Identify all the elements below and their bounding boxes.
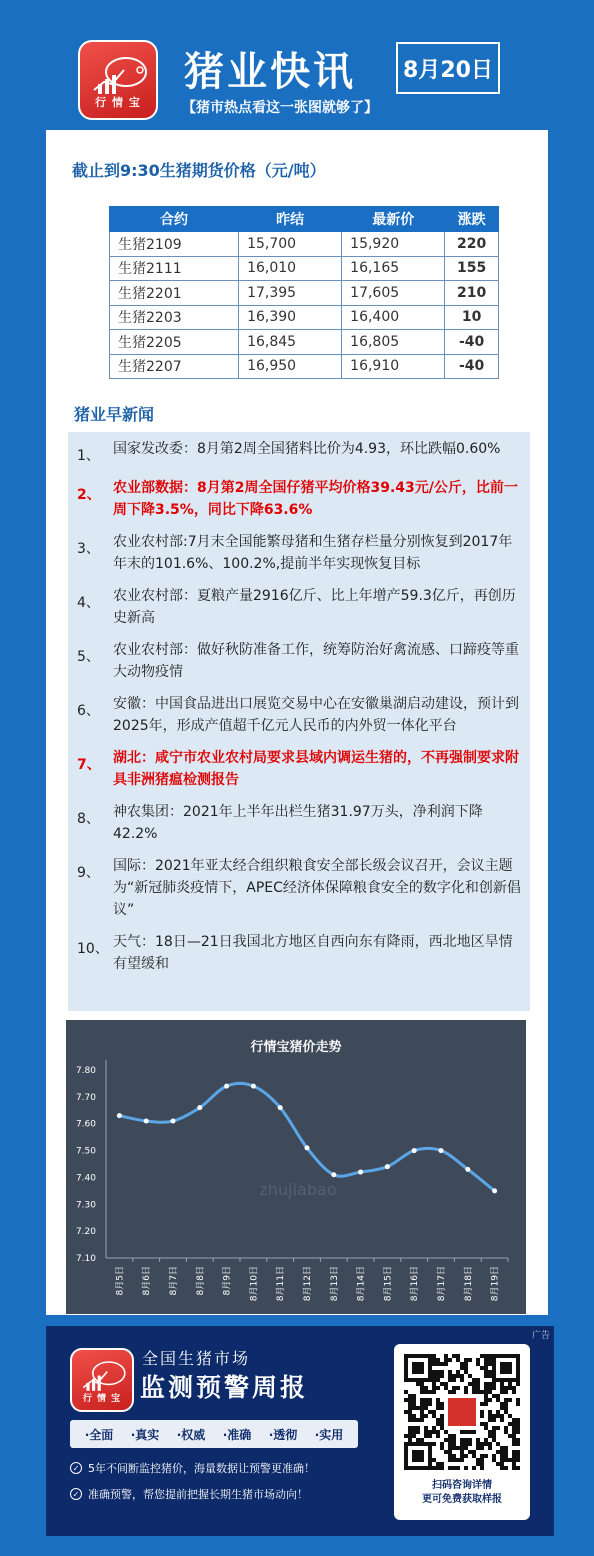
change-cell: 10	[445, 305, 499, 330]
table-row	[110, 305, 499, 330]
prev-settle-cell: 15,700	[239, 232, 342, 257]
table-row	[110, 330, 499, 355]
chart-watermark: zhujiabao	[259, 1180, 337, 1199]
price-point	[197, 1105, 202, 1110]
change-cell: -40	[445, 354, 499, 379]
price-point	[465, 1167, 470, 1172]
ad-feature-tag: ·真实	[130, 1427, 160, 1442]
prev-settle-cell: 16,950	[239, 354, 342, 379]
ad-tag: 广告	[531, 1331, 550, 1341]
contract-cell: 生猪2111	[110, 256, 239, 281]
column-header: 最新价	[342, 207, 445, 232]
price-point	[412, 1148, 417, 1153]
price-point	[358, 1170, 363, 1175]
x-tick-label: 8月17日	[437, 1266, 447, 1302]
latest-price-cell: 15,920	[342, 232, 445, 257]
qr-caption-1: 扫码咨询详情	[432, 1480, 492, 1491]
news-item	[68, 585, 530, 629]
y-tick-label: 7.80	[75, 1066, 96, 1076]
news-text: 国家发改委：8月第2周全国猪料比价为4.93，环比跌幅0.60%	[113, 441, 501, 457]
y-tick-label: 7.50	[75, 1146, 96, 1157]
contract-cell: 生猪2201	[110, 281, 239, 306]
x-tick-label: 8月13日	[329, 1266, 340, 1302]
x-tick-label: 8月6日	[142, 1266, 153, 1296]
table-header-row	[110, 207, 499, 232]
news-text: 农业部数据：8月第2周全国仔猪平均价格39.43元/公斤，比前一周下降3.5%，同比下降63.6%	[113, 480, 518, 518]
price-point	[251, 1084, 256, 1089]
ad-line-text: 准确预警，帮您提前把握长期生猪市场动向！	[88, 1488, 308, 1501]
change-cell: 155	[445, 256, 499, 281]
x-tick-label: 8月19日	[490, 1266, 501, 1302]
news-number: 10、	[77, 941, 109, 957]
news-item	[68, 438, 530, 467]
price-point	[331, 1172, 336, 1177]
table-row	[110, 354, 499, 379]
x-tick-label: 8月9日	[222, 1266, 233, 1296]
check-icon: ✓	[70, 1488, 82, 1500]
latest-price-cell: 16,805	[342, 330, 445, 355]
prev-settle-cell: 17,395	[239, 281, 342, 306]
ad-feature-tag: ·全面	[84, 1427, 114, 1442]
ad-feature-tag: ·权威	[176, 1427, 206, 1442]
price-line	[119, 1083, 494, 1190]
x-tick-label: 8月7日	[169, 1266, 179, 1296]
contract-cell: 生猪2207	[110, 354, 239, 379]
news-item	[68, 747, 530, 791]
news-item	[68, 693, 530, 737]
prev-settle-cell: 16,845	[239, 330, 342, 355]
news-number: 3、	[77, 541, 100, 557]
column-header: 合约	[110, 207, 239, 232]
price-point	[492, 1188, 497, 1193]
ad-title-1: 全国生猪市场	[142, 1349, 251, 1368]
ad-title-2: 监测预警周报	[140, 1373, 309, 1402]
latest-price-cell: 17,605	[342, 281, 445, 306]
header	[0, 0, 594, 130]
qr-caption-2: 更可免费获取样报	[422, 1494, 502, 1505]
news-number: 8、	[77, 811, 100, 827]
contract-cell: 生猪2205	[110, 330, 239, 355]
prev-settle-cell: 16,010	[239, 256, 342, 281]
qr-card[interactable]	[394, 1344, 530, 1520]
column-header: 涨跌	[445, 207, 499, 232]
news-text: 安徽：中国食品进出口展览交易中心在安徽巢湖启动建设，预计到2025年，形成产值超千亿元人民币的内外贸一体化平台	[113, 696, 519, 734]
change-cell: -40	[445, 330, 499, 355]
news-number: 6、	[77, 703, 100, 719]
price-point	[385, 1164, 390, 1169]
news-text: 农业农村部：夏粮产量2916亿斤、比上年增产59.3亿斤，再创历史新高	[113, 588, 516, 626]
ad-line-1	[70, 1460, 315, 1476]
prev-settle-cell: 16,390	[239, 305, 342, 330]
ad-feature-tags	[70, 1420, 358, 1448]
price-point	[439, 1148, 444, 1153]
news-item	[68, 801, 530, 845]
y-tick-label: 7.30	[75, 1200, 96, 1211]
app-logo[interactable]	[78, 40, 158, 120]
contract-cell: 生猪2109	[110, 232, 239, 257]
news-number: 2、	[77, 487, 101, 503]
news-text: 神农集团：2021年上半年出栏生猪31.97万头，净利润下降42.2%	[113, 804, 483, 842]
news-text: 农业农村部：做好秋防准备工作，统筹防治好禽流感、口蹄疫等重大动物疫情	[113, 642, 519, 680]
news-item	[68, 855, 530, 921]
news-number: 4、	[77, 595, 100, 611]
ad-feature-tag: ·准确	[222, 1427, 252, 1442]
x-tick-label: 8月10日	[249, 1266, 260, 1302]
news-text: 农业农村部:7月末全国能繁母猪和生猪存栏量分别恢复到2017年年末的101.6%、100.2%,提前半年实现恢复目标	[113, 534, 513, 572]
x-tick-label: 8月8日	[195, 1266, 206, 1296]
y-tick-label: 7.10	[75, 1254, 96, 1264]
chart-title: 行情宝猪价走势	[250, 1040, 342, 1055]
x-tick-label: 8月18日	[463, 1266, 474, 1302]
ad-line-2	[70, 1486, 308, 1502]
x-tick-label: 8月14日	[356, 1266, 367, 1302]
news-item	[68, 639, 530, 683]
check-icon: ✓	[70, 1462, 82, 1474]
news-number: 9、	[77, 865, 100, 881]
page-subtitle: 【猪市热点看这一张图就够了】	[182, 100, 378, 116]
latest-price-cell: 16,910	[342, 354, 445, 379]
news-list	[68, 432, 530, 1011]
y-tick-label: 7.20	[75, 1227, 96, 1238]
ad-feature-tag: ·实用	[314, 1427, 344, 1442]
ad-feature-tag: ·透彻	[268, 1427, 298, 1442]
contract-cell: 生猪2203	[110, 305, 239, 330]
change-cell: 220	[445, 232, 499, 257]
news-number: 5、	[77, 649, 100, 665]
news-item	[68, 531, 530, 575]
news-text: 天气：18日—21日我国北方地区自西向东有降雨，西北地区旱情有望缓和	[113, 934, 513, 972]
latest-price-cell: 16,165	[342, 256, 445, 281]
table-row	[110, 232, 499, 257]
news-number: 1、	[77, 448, 100, 464]
table-row	[110, 256, 499, 281]
price-point	[224, 1084, 229, 1089]
y-tick-label: 7.70	[75, 1092, 96, 1103]
news-text: 湖北：咸宁市农业农村局要求县域内调运生猪的，不再强制要求附具非洲猪瘟检测报告	[113, 750, 519, 788]
news-number: 7、	[77, 757, 101, 773]
y-tick-label: 7.40	[75, 1173, 96, 1184]
date-badge: 8月20日	[396, 42, 500, 94]
x-tick-label: 8月15日	[383, 1266, 394, 1302]
price-point	[117, 1113, 122, 1118]
futures-title: 截止到9:30生猪期货价格（元/吨）	[72, 161, 326, 180]
table-row	[110, 281, 499, 306]
news-text: 国际：2021年亚太经合组织粮食安全部长级会议召开，会议主题为“新冠肺炎疫情下，APEC经济体保障粮食安全的数字化和创新倡议”	[113, 858, 521, 918]
price-chart	[66, 1020, 526, 1314]
x-tick-label: 8月11日	[276, 1266, 287, 1302]
ad-banner[interactable]	[46, 1326, 554, 1536]
chart-svg	[66, 1020, 526, 1314]
ad-line-text: 5年不间断监控猪价，海量数据让预警更准确！	[88, 1462, 315, 1475]
x-tick-label: 8月16日	[410, 1266, 421, 1302]
y-tick-label: 7.60	[75, 1119, 96, 1130]
news-item	[68, 477, 530, 521]
news-item	[68, 931, 530, 975]
price-point	[305, 1145, 310, 1150]
x-tick-label: 8月5日	[115, 1266, 126, 1296]
price-point	[278, 1105, 283, 1110]
column-header: 昨结	[239, 207, 342, 232]
price-point	[144, 1119, 149, 1124]
latest-price-cell: 16,400	[342, 305, 445, 330]
futures-table	[109, 206, 499, 379]
change-cell: 210	[445, 281, 499, 306]
news-title: 猪业早新闻	[74, 405, 155, 424]
qr-code-icon[interactable]	[404, 1354, 520, 1470]
price-point	[171, 1119, 176, 1124]
x-tick-label: 8月12日	[303, 1266, 313, 1302]
logo-label: 行 情 宝	[95, 96, 141, 109]
ad-logo-label: 行 情 宝	[82, 1394, 122, 1404]
page-title: 猪业快讯	[184, 49, 356, 95]
ad-logo	[70, 1348, 134, 1412]
